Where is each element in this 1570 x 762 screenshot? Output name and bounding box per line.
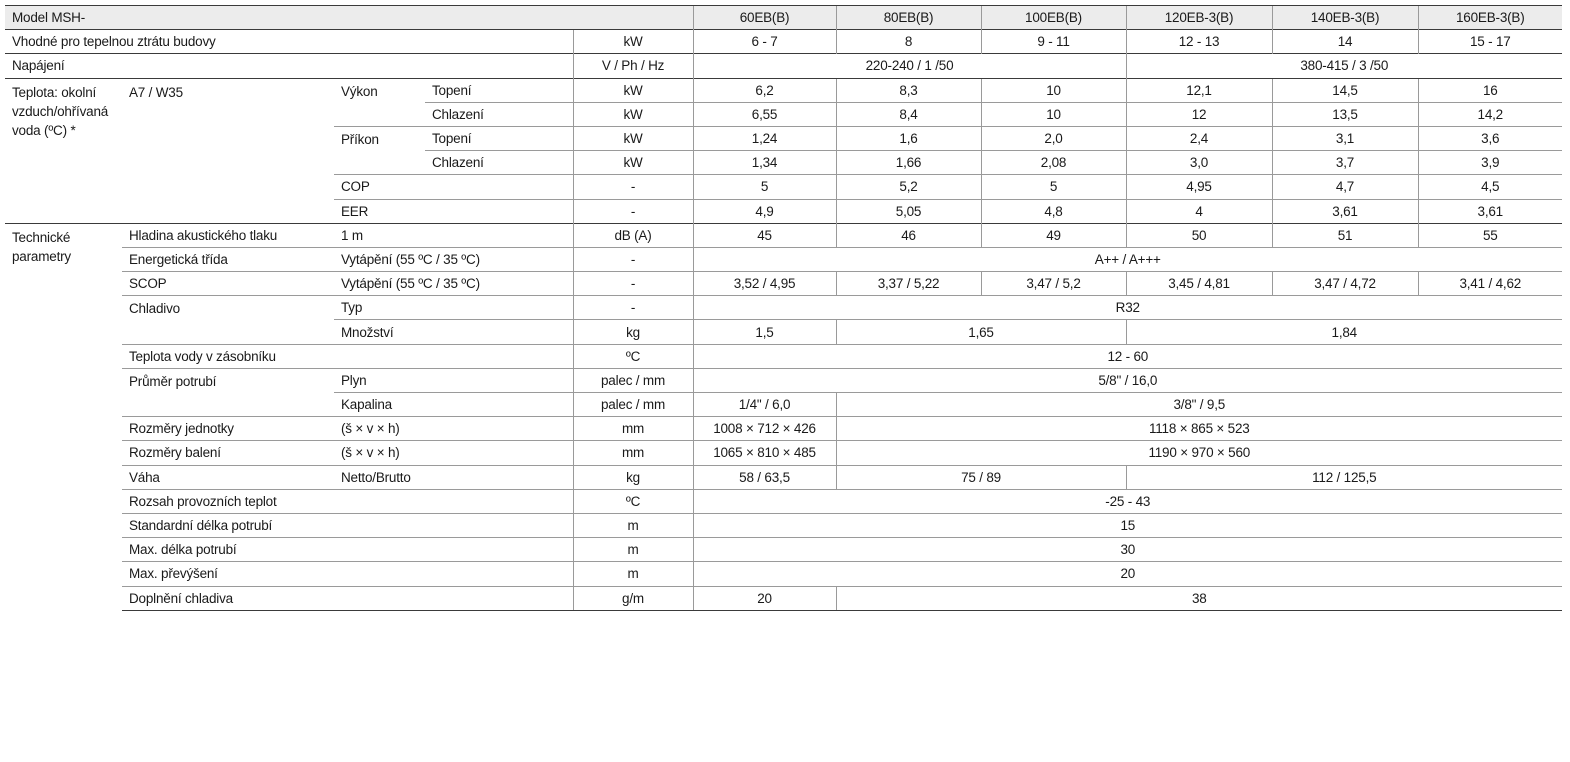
energy-class-unit: - xyxy=(573,247,693,271)
cop-unit: - xyxy=(573,175,693,199)
heat-loss-label: Vhodné pro tepelnou ztrátu budovy xyxy=(5,30,573,54)
refrigerant-amount-unit: kg xyxy=(573,320,693,344)
noise-label: Hladina akustického tlaku xyxy=(122,223,334,247)
weight-value: 75 / 89 xyxy=(836,465,1126,489)
heat-loss-value: 12 - 13 xyxy=(1126,30,1272,54)
eer-value: 4,9 xyxy=(693,199,836,223)
scop-row xyxy=(5,272,1562,296)
input-heating-value: 2,4 xyxy=(1126,126,1272,150)
heat-loss-value: 15 - 17 xyxy=(1418,30,1562,54)
cop-value: 5 xyxy=(693,175,836,199)
max-pipe-unit: m xyxy=(573,538,693,562)
pipe-liquid-label: Kapalina xyxy=(334,393,573,417)
output-heating-value: 10 xyxy=(981,78,1126,102)
refill-row xyxy=(5,586,1562,610)
max-pipe-value: 30 xyxy=(693,538,1562,562)
op-range-value: -25 - 43 xyxy=(693,489,1562,513)
input-heating-value: 1,6 xyxy=(836,126,981,150)
refrigerant-type-value: R32 xyxy=(693,296,1562,320)
output-heating-value: 8,3 xyxy=(836,78,981,102)
unit-kw: kW xyxy=(573,126,693,150)
weight-row xyxy=(5,465,1562,489)
std-pipe-unit: m xyxy=(573,513,693,537)
eer-value: 4,8 xyxy=(981,199,1126,223)
heating-label: Topení xyxy=(425,78,573,102)
output-cooling-value: 6,55 xyxy=(693,102,836,126)
eer-value: 3,61 xyxy=(1272,199,1418,223)
weight-unit: kg xyxy=(573,465,693,489)
weight-label: Váha xyxy=(122,465,334,489)
cop-value: 4,7 xyxy=(1272,175,1418,199)
pack-dims-sub: (š × v × h) xyxy=(334,441,573,465)
input-heating-value: 3,6 xyxy=(1418,126,1562,150)
output-cooling-value: 14,2 xyxy=(1418,102,1562,126)
noise-unit: dB (A) xyxy=(573,223,693,247)
unit-dims-unit: mm xyxy=(573,417,693,441)
eer-label: EER xyxy=(334,199,573,223)
refrigerant-amount-value: 1,5 xyxy=(693,320,836,344)
model-60: 60EB(B) xyxy=(693,6,836,30)
eer-value: 3,61 xyxy=(1418,199,1562,223)
tank-temp-value: 12 - 60 xyxy=(693,344,1562,368)
noise-value: 50 xyxy=(1126,223,1272,247)
energy-class-row xyxy=(5,247,1562,271)
output-heating-value: 16 xyxy=(1418,78,1562,102)
pipe-liquid-unit: palec / mm xyxy=(573,393,693,417)
scop-value: 3,47 / 4,72 xyxy=(1272,272,1418,296)
op-range-label: Rozsah provozních teplot xyxy=(122,489,573,513)
refrigerant-amount-value: 1,65 xyxy=(836,320,1126,344)
scop-label: SCOP xyxy=(122,272,334,296)
input-cooling-value: 3,9 xyxy=(1418,151,1562,175)
input-cooling-value: 1,66 xyxy=(836,151,981,175)
input-cooling-value: 3,0 xyxy=(1126,151,1272,175)
pipe-gas-row xyxy=(5,368,1562,392)
pipe-gas-label: Plyn xyxy=(334,368,573,392)
output-heating-value: 6,2 xyxy=(693,78,836,102)
cop-value: 4,5 xyxy=(1418,175,1562,199)
output-heating-value: 12,1 xyxy=(1126,78,1272,102)
max-height-row xyxy=(5,562,1562,586)
noise-value: 46 xyxy=(836,223,981,247)
heat-loss-value: 8 xyxy=(836,30,981,54)
unit-dims-label: Rozměry jednotky xyxy=(122,417,334,441)
output-cooling-value: 8,4 xyxy=(836,102,981,126)
output-heating-value: 14,5 xyxy=(1272,78,1418,102)
noise-value: 49 xyxy=(981,223,1126,247)
scop-value: 3,52 / 4,95 xyxy=(693,272,836,296)
energy-class-value: A++ / A+++ xyxy=(693,247,1562,271)
max-height-label: Max. převýšení xyxy=(122,562,573,586)
output-cooling-value: 10 xyxy=(981,102,1126,126)
input-cooling-value: 1,34 xyxy=(693,151,836,175)
eer-value: 5,05 xyxy=(836,199,981,223)
noise-sub: 1 m xyxy=(334,223,573,247)
power-supply-row xyxy=(5,54,1562,78)
unit-dims-value: 1118 × 865 × 523 xyxy=(836,417,1562,441)
unit-dims-sub: (š × v × h) xyxy=(334,417,573,441)
weight-value: 112 / 125,5 xyxy=(1126,465,1562,489)
scop-value: 3,41 / 4,62 xyxy=(1418,272,1562,296)
scop-value: 3,47 / 5,2 xyxy=(981,272,1126,296)
refill-value: 20 xyxy=(693,586,836,610)
refrigerant-type-unit: - xyxy=(573,296,693,320)
pipe-gas-unit: palec / mm xyxy=(573,368,693,392)
unit-kw: kW xyxy=(573,102,693,126)
model-label: Model MSH- xyxy=(5,6,693,30)
refill-value: 38 xyxy=(836,586,1562,610)
pack-dims-label: Rozměry balení xyxy=(122,441,334,465)
weight-value: 58 / 63,5 xyxy=(693,465,836,489)
performance-condition: A7 / W35 xyxy=(122,78,334,223)
power-supply-three-phase: 380-415 / 3 /50 xyxy=(1126,54,1562,78)
refrigerant-type-row xyxy=(5,296,1562,320)
refrigerant-amount-value: 1,84 xyxy=(1126,320,1562,344)
cop-value: 5 xyxy=(981,175,1126,199)
input-label: Příkon xyxy=(334,126,425,174)
output-heating-row xyxy=(5,78,1562,102)
scop-value: 3,45 / 4,81 xyxy=(1126,272,1272,296)
heat-loss-value: 14 xyxy=(1272,30,1418,54)
weight-sub: Netto/Brutto xyxy=(334,465,573,489)
tank-temp-row xyxy=(5,344,1562,368)
cop-label: COP xyxy=(334,175,573,199)
input-cooling-value: 2,08 xyxy=(981,151,1126,175)
tank-temp-unit: ºC xyxy=(573,344,693,368)
refill-unit: g/m xyxy=(573,586,693,610)
eer-unit: - xyxy=(573,199,693,223)
std-pipe-row xyxy=(5,513,1562,537)
cooling-label: Chlazení xyxy=(425,102,573,126)
power-supply-unit: V / Ph / Hz xyxy=(573,54,693,78)
noise-value: 45 xyxy=(693,223,836,247)
noise-row xyxy=(5,223,1562,247)
performance-group-label: Teplota: okolní vzduch/ohřívaná voda (ºC) * xyxy=(5,78,122,223)
scop-value: 3,37 / 5,22 xyxy=(836,272,981,296)
max-height-unit: m xyxy=(573,562,693,586)
pipe-gas-value: 5/8" / 16,0 xyxy=(693,368,1562,392)
cooling-label: Chlazení xyxy=(425,151,573,175)
heat-loss-value: 6 - 7 xyxy=(693,30,836,54)
op-range-unit: ºC xyxy=(573,489,693,513)
refrigerant-amount-label: Množství xyxy=(334,320,573,344)
model-140: 140EB-3(B) xyxy=(1272,6,1418,30)
input-heating-value: 1,24 xyxy=(693,126,836,150)
model-160: 160EB-3(B) xyxy=(1418,6,1562,30)
output-cooling-value: 12 xyxy=(1126,102,1272,126)
scop-unit: - xyxy=(573,272,693,296)
model-80: 80EB(B) xyxy=(836,6,981,30)
noise-value: 55 xyxy=(1418,223,1562,247)
pipe-liquid-value: 1/4" / 6,0 xyxy=(693,393,836,417)
heat-loss-unit: kW xyxy=(573,30,693,54)
model-120: 120EB-3(B) xyxy=(1126,6,1272,30)
unit-dims-row xyxy=(5,417,1562,441)
cop-value: 5,2 xyxy=(836,175,981,199)
heat-loss-row xyxy=(5,30,1562,54)
refill-label: Doplnění chladiva xyxy=(122,586,573,610)
output-label: Výkon xyxy=(334,78,425,126)
header-row xyxy=(5,6,1562,30)
model-100: 100EB(B) xyxy=(981,6,1126,30)
unit-kw: kW xyxy=(573,78,693,102)
refrigerant-label: Chladivo xyxy=(122,296,334,344)
input-heating-value: 2,0 xyxy=(981,126,1126,150)
pack-dims-value: 1190 × 970 × 560 xyxy=(836,441,1562,465)
energy-class-sub: Vytápění (55 ºC / 35 ºC) xyxy=(334,247,573,271)
output-cooling-value: 13,5 xyxy=(1272,102,1418,126)
input-cooling-value: 3,7 xyxy=(1272,151,1418,175)
max-height-value: 20 xyxy=(693,562,1562,586)
std-pipe-label: Standardní délka potrubí xyxy=(122,513,573,537)
eer-value: 4 xyxy=(1126,199,1272,223)
spec-table xyxy=(5,5,1562,611)
pack-dims-row xyxy=(5,441,1562,465)
power-supply-label: Napájení xyxy=(5,54,573,78)
noise-value: 51 xyxy=(1272,223,1418,247)
std-pipe-value: 15 xyxy=(693,513,1562,537)
pack-dims-unit: mm xyxy=(573,441,693,465)
refrigerant-type-label: Typ xyxy=(334,296,573,320)
pipe-label: Průměr potrubí xyxy=(122,368,334,416)
cop-value: 4,95 xyxy=(1126,175,1272,199)
tank-temp-label: Teplota vody v zásobníku xyxy=(122,344,573,368)
unit-dims-value: 1008 × 712 × 426 xyxy=(693,417,836,441)
op-range-row xyxy=(5,489,1562,513)
heat-loss-value: 9 - 11 xyxy=(981,30,1126,54)
max-pipe-label: Max. délka potrubí xyxy=(122,538,573,562)
energy-class-label: Energetická třída xyxy=(122,247,334,271)
scop-sub: Vytápění (55 ºC / 35 ºC) xyxy=(334,272,573,296)
max-pipe-row xyxy=(5,538,1562,562)
heating-label: Topení xyxy=(425,126,573,150)
technical-group-label: Technické parametry xyxy=(5,223,122,610)
unit-kw: kW xyxy=(573,151,693,175)
power-supply-single-phase: 220-240 / 1 /50 xyxy=(693,54,1126,78)
pipe-liquid-value: 3/8" / 9,5 xyxy=(836,393,1562,417)
input-heating-value: 3,1 xyxy=(1272,126,1418,150)
pack-dims-value: 1065 × 810 × 485 xyxy=(693,441,836,465)
